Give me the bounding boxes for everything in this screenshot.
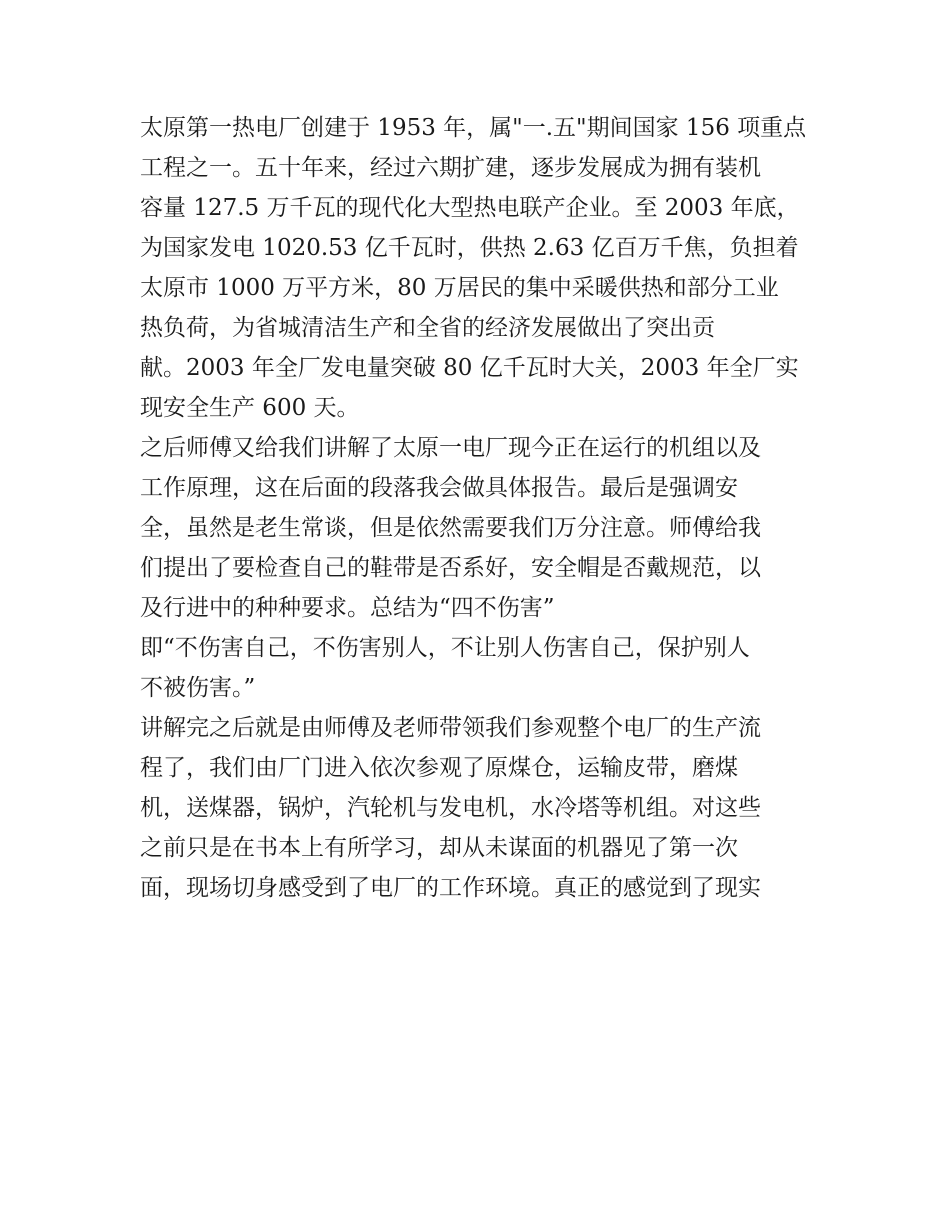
text-line: 们提出了要检查自己的鞋带是否系好，安全帽是否戴规范，以 (140, 555, 761, 581)
text-line: 太原市 1000 万平方米，80 万居民的集中采暖供热和部分工业 (140, 275, 779, 301)
text-line: 不被伤害。” (140, 675, 256, 701)
text-line: 太原第一热电厂创建于 1953 年，属"一.五"期间国家 156 项重点 (140, 115, 807, 141)
text-line: 即“不伤害自己，不伤害别人，不让别人伤害自己，保护别人 (140, 635, 750, 661)
text-line: 全，虽然是老生常谈，但是依然需要我们万分注意。师傅给我 (140, 515, 761, 541)
text-line: 工作原理，这在后面的段落我会做具体报告。最后是强调安 (140, 475, 738, 501)
text-line: 程了，我们由厂门进入依次参观了原煤仓，运输皮带，磨煤 (140, 755, 738, 781)
text-line: 容量 127.5 万千瓦的现代化大型热电联产企业。至 2003 年底， (140, 195, 800, 221)
text-line: 之前只是在书本上有所学习，却从未谋面的机器见了第一次 (140, 835, 738, 861)
text-line: 之后师傅又给我们讲解了太原一电厂现今正在运行的机组以及 (140, 435, 761, 461)
text-line: 献。2003 年全厂发电量突破 80 亿千瓦时大关，2003 年全厂实 (140, 355, 799, 381)
body-text (140, 108, 820, 908)
text-line: 热负荷，为省城清洁生产和全省的经济发展做出了突出贡 (140, 315, 715, 341)
text-line: 现安全生产 600 天。 (140, 395, 360, 421)
text-line: 讲解完之后就是由师傅及老师带领我们参观整个电厂的生产流 (140, 715, 761, 741)
text-line: 工程之一。五十年来，经过六期扩建，逐步发展成为拥有装机 (140, 155, 761, 181)
text-line: 及行进中的种种要求。总结为“四不伤害” (140, 595, 555, 621)
text-line: 面，现场切身感受到了电厂的工作环境。真正的感觉到了现实 (140, 875, 761, 901)
text-line: 为国家发电 1020.53 亿千瓦时，供热 2.63 亿百万千焦，负担着 (140, 235, 799, 261)
text-line: 机，送煤器，锅炉，汽轮机与发电机，水冷塔等机组。对这些 (140, 795, 761, 821)
